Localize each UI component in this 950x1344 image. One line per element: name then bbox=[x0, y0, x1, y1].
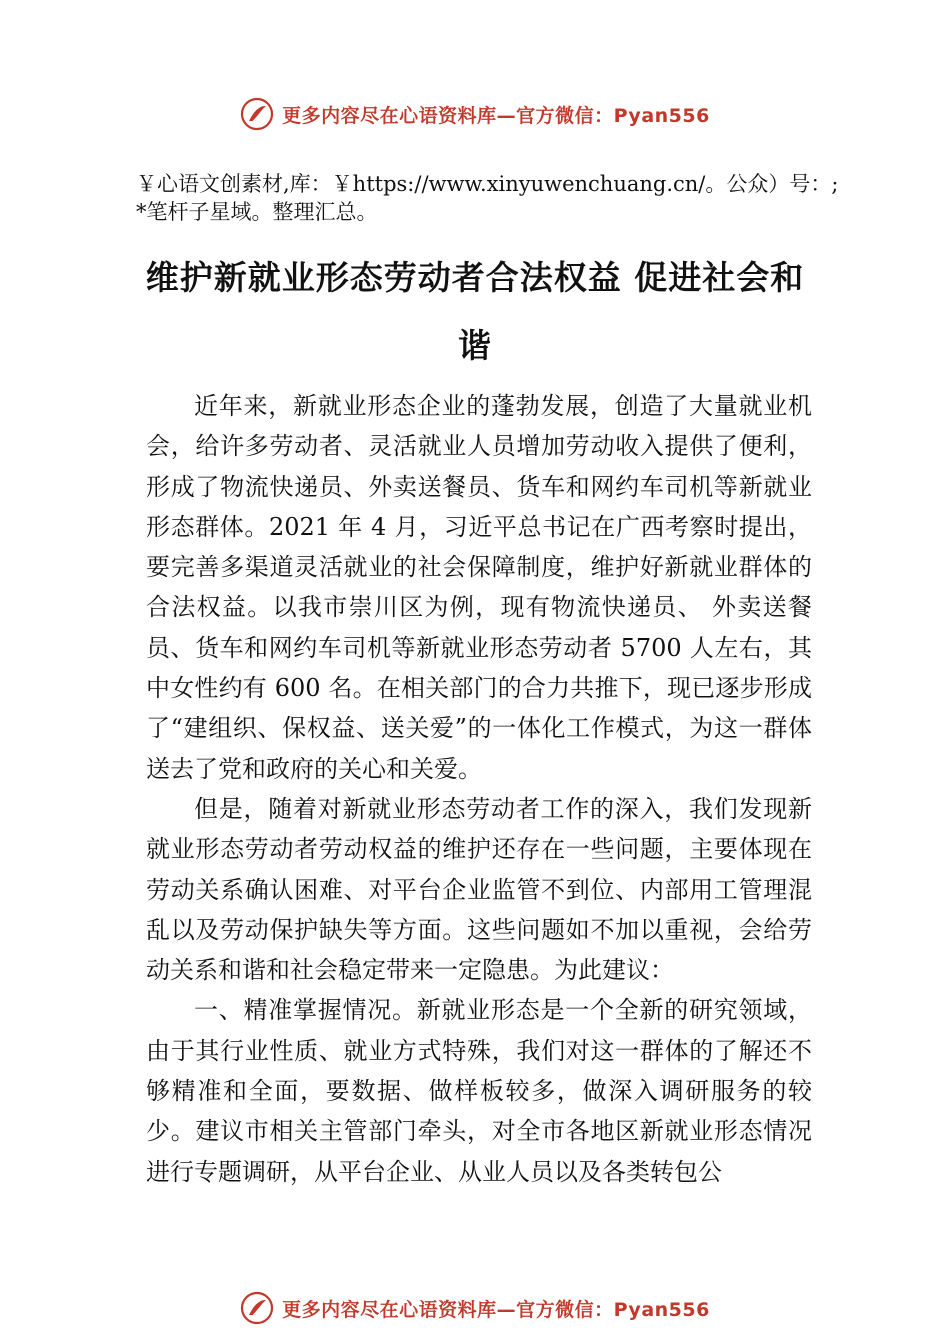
watermark-text: 更多内容尽在心语资料库—官方微信：Pyan556 bbox=[282, 104, 710, 127]
body-paragraph: 近年来，新就业形态企业的蓬勃发展，创造了大量就业机会，给许多劳动者、灵活就业人员增加劳动收入提供了便利，形成了物流快递员、外卖送餐员、货车和网约车司机等新就业形态群体。2021 年 4 月，习近平总书记在广西考察时提出，要完善多渠道灵活就业的社会保障制度，维护好新就业群体的合法权益。以我市崇川区为例，现有物流快递员、 外卖送餐员、货车和网约车司机等新就业形态劳动者 5700 人左右，其中女性约有 600 名。在相关部门的合力共推下，现已逐步形成了“建组织、保权益、送关爱”的一体化工作模式，为这一群体送去了党和政府的关心和关爱。 bbox=[146, 392, 812, 783]
document-title: 维护新就业形态劳动者合法权益 促进社会和谐 bbox=[145, 258, 805, 366]
lotus-quill-logo-icon bbox=[240, 1291, 274, 1325]
body-paragraph: 但是，随着对新就业形态劳动者工作的深入，我们发现新就业形态劳动者劳动权益的维护还存在一些问题，主要体现在劳动关系确认困难、对平台企业监管不到位、内部用工管理混乱以及劳动保护缺失等方面。这些问题如不加以重视，会给劳动关系和谐和社会稳定带来一定隐患。为此建议： bbox=[146, 794, 812, 985]
watermark-text: 更多内容尽在心语资料库—官方微信：Pyan556 bbox=[282, 1298, 710, 1321]
header-watermark bbox=[0, 94, 950, 134]
footer-watermark bbox=[0, 1288, 950, 1328]
document-body bbox=[146, 386, 812, 1192]
lotus-quill-logo-icon bbox=[240, 97, 274, 131]
source-note: ￥心语文创素材,库：￥https://www.xinyuwenchuang.cn/。公众）号：;*笔杆子星域。整理汇总。 bbox=[136, 172, 839, 224]
body-paragraph: 一、精准掌握情况。新就业形态是一个全新的研究领域，由于其行业性质、就业方式特殊，我们对这一群体的了解还不够精准和全面，要数据、做样板较多，做深入调研服务的较少。建议市相关主管部门牵头，对全市各地区新就业形态情况进行专题调研，从平台企业、从业人员以及各类转包公 bbox=[146, 996, 812, 1186]
